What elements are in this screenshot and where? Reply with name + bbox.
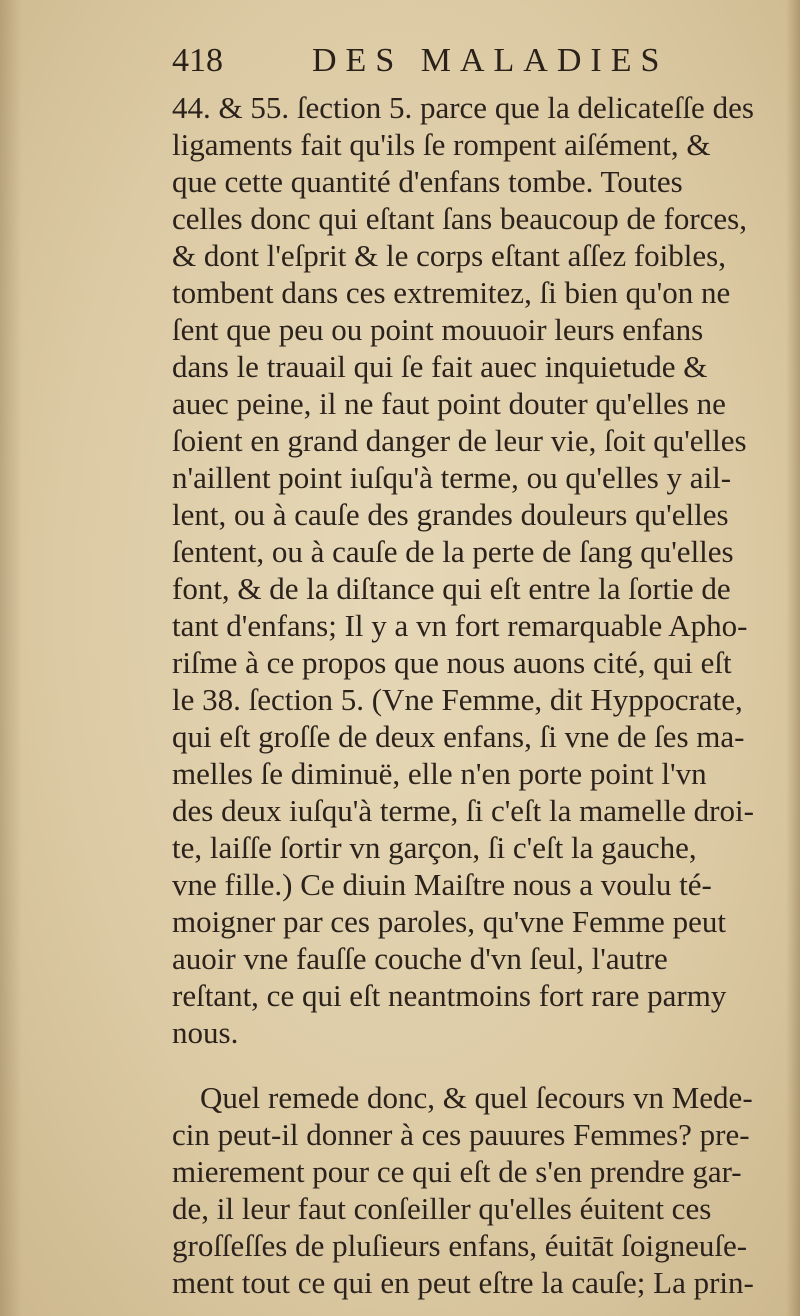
- text-line: mierement pour ce qui eſt de s'en prendre gar-: [172, 1154, 742, 1189]
- text-line: vne fille.) Ce diuin Maiſtre nous a voulu té-: [172, 867, 712, 902]
- text-line: ſent que peu ou point mouuoir leurs enfans: [172, 312, 704, 347]
- text-line: ligaments fait qu'ils ſe rompent aiſément, &: [172, 127, 711, 162]
- text-line: que cette quantité d'enfans tombe. Toutes: [172, 164, 683, 199]
- text-line: ſoient en grand danger de leur vie, ſoit qu'elles: [172, 423, 747, 458]
- text-line: ſentent, ou à cauſe de la perte de ſang qu'elles: [172, 534, 734, 569]
- text-line: lent, ou à cauſe des grandes douleurs qu'elles: [172, 497, 729, 532]
- text-line: qui eſt groſſe de deux enfans, ſi vne de ſes ma-: [172, 719, 745, 754]
- text-line: reſtant, ce qui eſt neantmoins fort rare parmy: [172, 978, 727, 1013]
- text-line: & dont l'eſprit & le corps eſtant aſſez foibles,: [172, 238, 726, 273]
- text-line: moigner par ces paroles, qu'vne Femme peut: [172, 904, 726, 939]
- text-line: celles donc qui eſtant ſans beaucoup de forces,: [172, 201, 747, 236]
- page-number: 418: [172, 42, 223, 79]
- text-line: le 38. ſection 5. (Vne Femme, dit Hyppocrate,: [172, 682, 743, 717]
- page-left-shadow: [0, 0, 22, 1316]
- text-line: des deux iuſqu'à terme, ſi c'eſt la mamelle droi-: [172, 793, 754, 828]
- text-line: groſſeſſes de pluſieurs enfans, éuitāt ſoigneuſe-: [172, 1228, 748, 1263]
- text-line: de, il leur faut conſeiller qu'elles éuitent ces: [172, 1191, 712, 1226]
- text-line: tant d'enfans; Il y a vn fort remarquable Apho-: [172, 608, 748, 643]
- text-line: auoir vne fauſſe couche d'vn ſeul, l'autre: [172, 941, 668, 976]
- running-title: DES MALADIES: [312, 42, 669, 79]
- text-line: Quel remede donc, & quel ſecours vn Mede-: [200, 1080, 753, 1115]
- text-line: melles ſe diminuë, elle n'en porte point l'vn: [172, 756, 707, 791]
- text-line: riſme à ce propos que nous auons cité, qui eſt: [172, 645, 732, 680]
- text-line: auec peine, il ne faut point douter qu'elles ne: [172, 386, 726, 421]
- text-line: n'aillent point iuſqu'à terme, ou qu'elles y ail-: [172, 460, 732, 495]
- text-line: cin peut-il donner à ces pauures Femmes? pre-: [172, 1117, 750, 1152]
- text-line: font, & de la diſtance qui eſt entre la ſortie de: [172, 571, 731, 606]
- page-right-shadow: [786, 0, 800, 1316]
- page-header: [172, 42, 772, 92]
- text-line: nous.: [172, 1015, 239, 1050]
- text-line: te, laiſſe ſortir vn garçon, ſi c'eſt la gauche,: [172, 830, 697, 865]
- text-line: 44. & 55. ſection 5. parce que la delicateſſe des: [172, 90, 754, 125]
- text-line: dans le trauail qui ſe fait auec inquietude &: [172, 349, 708, 384]
- text-line: tombent dans ces extremitez, ſi bien qu'on ne: [172, 275, 731, 310]
- text-line: ment tout ce qui en peut eſtre la cauſe; La prin-: [172, 1265, 754, 1300]
